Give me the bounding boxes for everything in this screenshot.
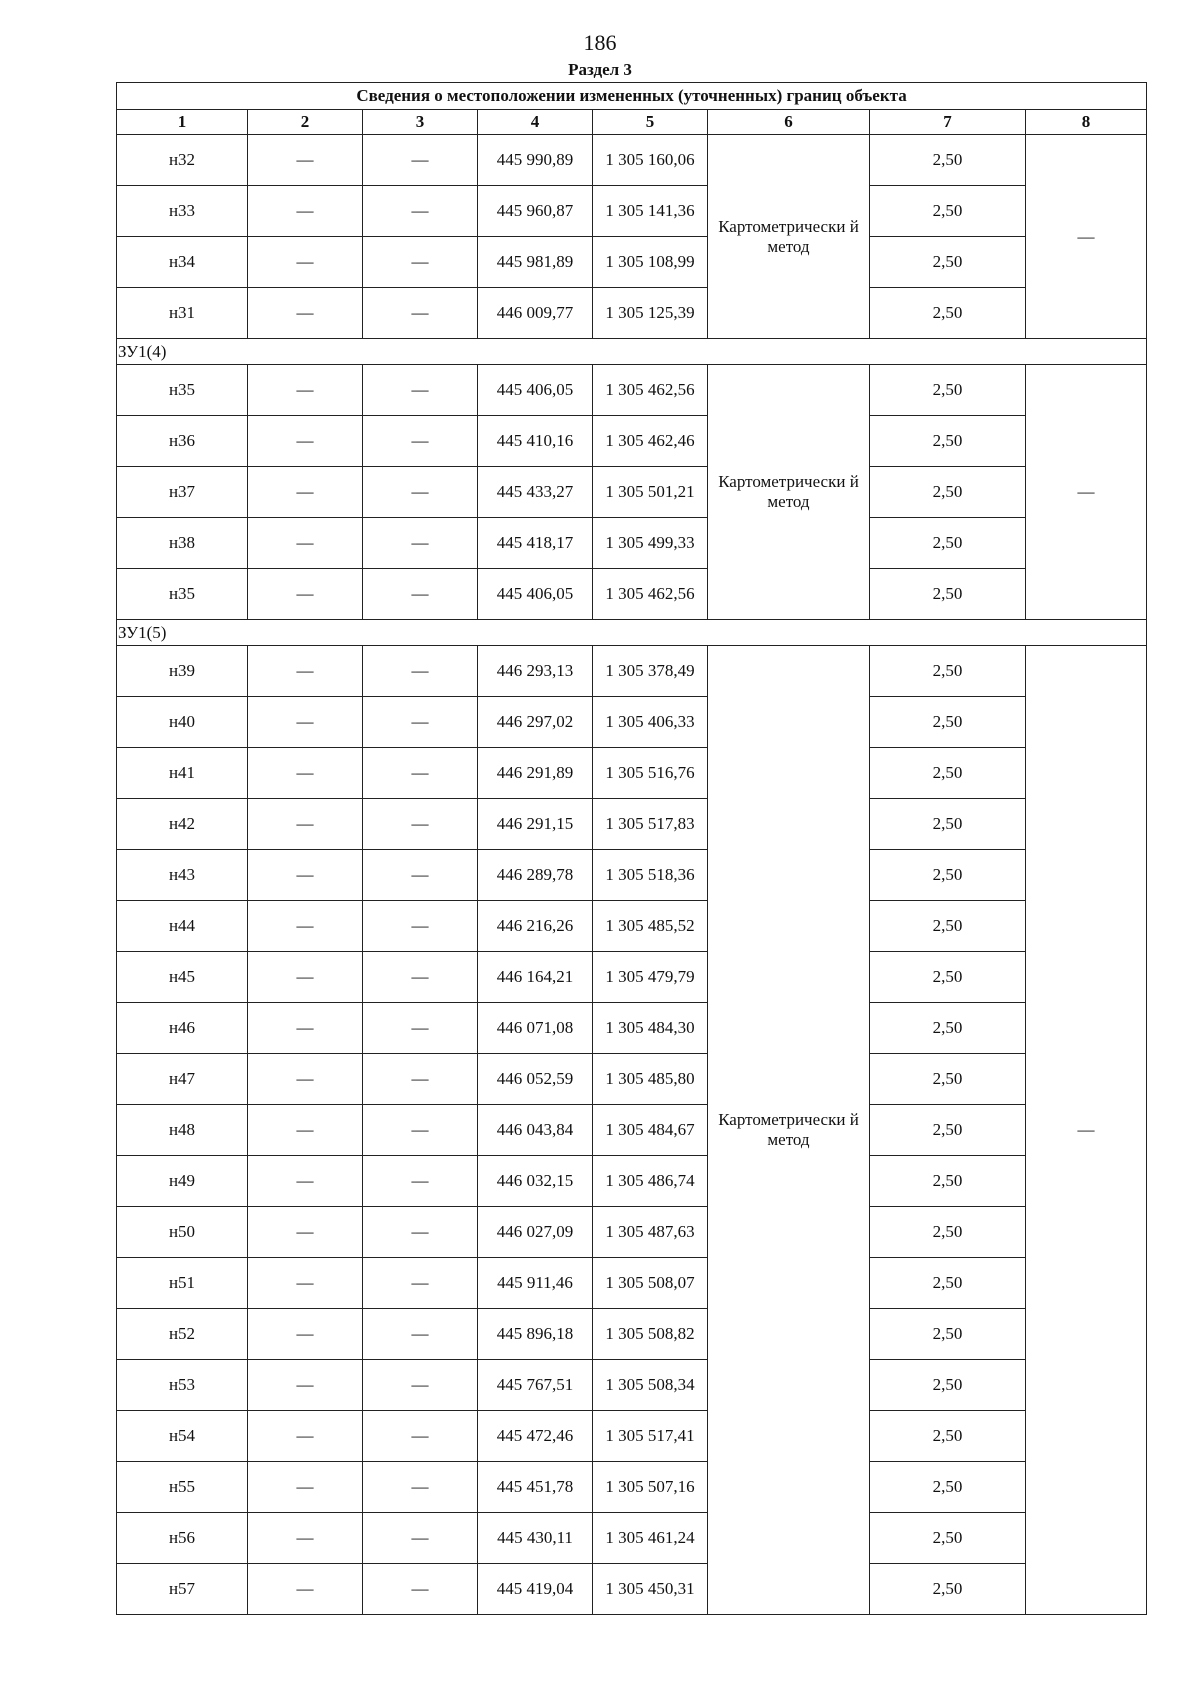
x-coordinate: 446 043,84 [478, 1105, 593, 1156]
point-label: н45 [117, 952, 248, 1003]
accuracy-value: 2,50 [870, 748, 1026, 799]
table-row [117, 901, 1147, 952]
x-coordinate: 446 071,08 [478, 1003, 593, 1054]
accuracy-value: 2,50 [870, 1207, 1026, 1258]
col3-dash: — [363, 416, 478, 467]
col2-dash: — [248, 799, 363, 850]
y-coordinate: 1 305 160,06 [593, 135, 708, 186]
boundary-coordinates-table [116, 82, 1147, 1615]
y-coordinate: 1 305 378,49 [593, 646, 708, 697]
point-label: н41 [117, 748, 248, 799]
group-header-row [117, 339, 1147, 365]
x-coordinate: 445 406,05 [478, 365, 593, 416]
accuracy-value: 2,50 [870, 1360, 1026, 1411]
x-coordinate: 446 027,09 [478, 1207, 593, 1258]
col3-dash: — [363, 1105, 478, 1156]
y-coordinate: 1 305 516,76 [593, 748, 708, 799]
table-row [117, 1564, 1147, 1615]
x-coordinate: 446 291,15 [478, 799, 593, 850]
x-coordinate: 445 990,89 [478, 135, 593, 186]
column-number-row [117, 110, 1147, 135]
col2-dash: — [248, 365, 363, 416]
col3-dash: — [363, 288, 478, 339]
table-row [117, 1513, 1147, 1564]
point-label: н38 [117, 518, 248, 569]
col3-dash: — [363, 135, 478, 186]
x-coordinate: 445 767,51 [478, 1360, 593, 1411]
col3-dash: — [363, 850, 478, 901]
x-coordinate: 445 418,17 [478, 518, 593, 569]
point-label: н48 [117, 1105, 248, 1156]
point-label: н49 [117, 1156, 248, 1207]
col3-dash: — [363, 697, 478, 748]
accuracy-value: 2,50 [870, 952, 1026, 1003]
col2-dash: — [248, 1054, 363, 1105]
y-coordinate: 1 305 484,30 [593, 1003, 708, 1054]
col2-dash: — [248, 1258, 363, 1309]
accuracy-value: 2,50 [870, 186, 1026, 237]
point-label: н39 [117, 646, 248, 697]
col2-dash: — [248, 1513, 363, 1564]
col2-dash: — [248, 901, 363, 952]
point-label: н44 [117, 901, 248, 952]
point-label: н36 [117, 416, 248, 467]
col3-dash: — [363, 748, 478, 799]
point-label: н35 [117, 569, 248, 620]
column-number: 7 [870, 110, 1026, 135]
accuracy-value: 2,50 [870, 1105, 1026, 1156]
col8-dash: — [1026, 646, 1147, 1615]
table-row [117, 365, 1147, 416]
point-label: н31 [117, 288, 248, 339]
method-cell [708, 646, 870, 1615]
x-coordinate: 446 164,21 [478, 952, 593, 1003]
col3-dash: — [363, 518, 478, 569]
x-coordinate: 446 291,89 [478, 748, 593, 799]
accuracy-value: 2,50 [870, 1156, 1026, 1207]
table-row [117, 467, 1147, 518]
col3-dash: — [363, 799, 478, 850]
col2-dash: — [248, 569, 363, 620]
x-coordinate: 445 433,27 [478, 467, 593, 518]
col2-dash: — [248, 748, 363, 799]
col3-dash: — [363, 186, 478, 237]
section-title: Раздел 3 [568, 60, 632, 79]
table-row [117, 1003, 1147, 1054]
y-coordinate: 1 305 462,46 [593, 416, 708, 467]
column-number: 4 [478, 110, 593, 135]
accuracy-value: 2,50 [870, 1462, 1026, 1513]
table-row [117, 1054, 1147, 1105]
point-label: н51 [117, 1258, 248, 1309]
table-row [117, 952, 1147, 1003]
method-cell [708, 365, 870, 620]
x-coordinate: 446 216,26 [478, 901, 593, 952]
point-label: н56 [117, 1513, 248, 1564]
col3-dash: — [363, 1411, 478, 1462]
y-coordinate: 1 305 461,24 [593, 1513, 708, 1564]
table-row [117, 135, 1147, 186]
table-row [117, 1462, 1147, 1513]
table-row [117, 1105, 1147, 1156]
col2-dash: — [248, 952, 363, 1003]
point-label: н33 [117, 186, 248, 237]
table-row [117, 646, 1147, 697]
accuracy-value: 2,50 [870, 1411, 1026, 1462]
point-label: н50 [117, 1207, 248, 1258]
x-coordinate: 446 297,02 [478, 697, 593, 748]
table-row [117, 697, 1147, 748]
accuracy-value: 2,50 [870, 1258, 1026, 1309]
point-label: н46 [117, 1003, 248, 1054]
table-row [117, 237, 1147, 288]
col2-dash: — [248, 135, 363, 186]
point-label: н52 [117, 1309, 248, 1360]
accuracy-value: 2,50 [870, 569, 1026, 620]
x-coordinate: 446 052,59 [478, 1054, 593, 1105]
col2-dash: — [248, 1462, 363, 1513]
y-coordinate: 1 305 486,74 [593, 1156, 708, 1207]
col2-dash: — [248, 1105, 363, 1156]
accuracy-value: 2,50 [870, 799, 1026, 850]
col3-dash: — [363, 1258, 478, 1309]
x-coordinate: 446 293,13 [478, 646, 593, 697]
table-row [117, 416, 1147, 467]
x-coordinate: 445 430,11 [478, 1513, 593, 1564]
accuracy-value: 2,50 [870, 365, 1026, 416]
col2-dash: — [248, 697, 363, 748]
y-coordinate: 1 305 518,36 [593, 850, 708, 901]
col3-dash: — [363, 569, 478, 620]
col2-dash: — [248, 416, 363, 467]
col2-dash: — [248, 467, 363, 518]
accuracy-value: 2,50 [870, 901, 1026, 952]
point-label: н32 [117, 135, 248, 186]
x-coordinate: 445 419,04 [478, 1564, 593, 1615]
col2-dash: — [248, 288, 363, 339]
column-number: 6 [708, 110, 870, 135]
accuracy-value: 2,50 [870, 518, 1026, 569]
y-coordinate: 1 305 479,79 [593, 952, 708, 1003]
column-number: 5 [593, 110, 708, 135]
table-row [117, 1309, 1147, 1360]
y-coordinate: 1 305 508,82 [593, 1309, 708, 1360]
accuracy-value: 2,50 [870, 850, 1026, 901]
accuracy-value: 2,50 [870, 1309, 1026, 1360]
point-label: н35 [117, 365, 248, 416]
y-coordinate: 1 305 507,16 [593, 1462, 708, 1513]
group-label: ЗУ1(5) [117, 620, 1147, 646]
accuracy-value: 2,50 [870, 135, 1026, 186]
y-coordinate: 1 305 485,52 [593, 901, 708, 952]
x-coordinate: 445 960,87 [478, 186, 593, 237]
method-text: Картометрически й метод [718, 216, 859, 256]
col3-dash: — [363, 237, 478, 288]
point-label: н42 [117, 799, 248, 850]
accuracy-value: 2,50 [870, 467, 1026, 518]
col2-dash: — [248, 1360, 363, 1411]
table-row [117, 569, 1147, 620]
point-label: н57 [117, 1564, 248, 1615]
col2-dash: — [248, 1003, 363, 1054]
col3-dash: — [363, 365, 478, 416]
accuracy-value: 2,50 [870, 1003, 1026, 1054]
col3-dash: — [363, 901, 478, 952]
table-row [117, 1411, 1147, 1462]
point-label: н40 [117, 697, 248, 748]
accuracy-value: 2,50 [870, 1054, 1026, 1105]
col2-dash: — [248, 186, 363, 237]
col3-dash: — [363, 1309, 478, 1360]
point-label: н53 [117, 1360, 248, 1411]
point-label: н54 [117, 1411, 248, 1462]
accuracy-value: 2,50 [870, 416, 1026, 467]
col2-dash: — [248, 1564, 363, 1615]
col2-dash: — [248, 1411, 363, 1462]
table-row [117, 1360, 1147, 1411]
accuracy-value: 2,50 [870, 288, 1026, 339]
table-row [117, 748, 1147, 799]
y-coordinate: 1 305 517,83 [593, 799, 708, 850]
y-coordinate: 1 305 462,56 [593, 365, 708, 416]
table-row [117, 1207, 1147, 1258]
y-coordinate: 1 305 487,63 [593, 1207, 708, 1258]
col2-dash: — [248, 1207, 363, 1258]
table-row [117, 1156, 1147, 1207]
x-coordinate: 445 981,89 [478, 237, 593, 288]
method-text: Картометрически й метод [718, 1110, 859, 1149]
column-number: 8 [1026, 110, 1147, 135]
x-coordinate: 445 472,46 [478, 1411, 593, 1462]
table-row [117, 1258, 1147, 1309]
accuracy-value: 2,50 [870, 697, 1026, 748]
col3-dash: — [363, 1054, 478, 1105]
x-coordinate: 445 896,18 [478, 1309, 593, 1360]
col2-dash: — [248, 850, 363, 901]
table-row [117, 850, 1147, 901]
y-coordinate: 1 305 450,31 [593, 1564, 708, 1615]
col3-dash: — [363, 1360, 478, 1411]
col2-dash: — [248, 518, 363, 569]
method-text: Картометрически й метод [718, 472, 859, 511]
col3-dash: — [363, 1462, 478, 1513]
method-cell [708, 135, 870, 339]
y-coordinate: 1 305 484,67 [593, 1105, 708, 1156]
x-coordinate: 445 406,05 [478, 569, 593, 620]
col3-dash: — [363, 646, 478, 697]
x-coordinate: 445 451,78 [478, 1462, 593, 1513]
x-coordinate: 446 009,77 [478, 288, 593, 339]
column-number: 3 [363, 110, 478, 135]
col3-dash: — [363, 952, 478, 1003]
y-coordinate: 1 305 501,21 [593, 467, 708, 518]
table-row [117, 186, 1147, 237]
point-label: н55 [117, 1462, 248, 1513]
group-label: ЗУ1(4) [117, 339, 1147, 365]
y-coordinate: 1 305 499,33 [593, 518, 708, 569]
col3-dash: — [363, 1003, 478, 1054]
col2-dash: — [248, 1156, 363, 1207]
col3-dash: — [363, 1513, 478, 1564]
col2-dash: — [248, 237, 363, 288]
x-coordinate: 445 410,16 [478, 416, 593, 467]
accuracy-value: 2,50 [870, 1513, 1026, 1564]
y-coordinate: 1 305 517,41 [593, 1411, 708, 1462]
y-coordinate: 1 305 406,33 [593, 697, 708, 748]
col8-dash: — [1026, 365, 1147, 620]
page-number: 186 [583, 30, 617, 55]
table-row [117, 799, 1147, 850]
col2-dash: — [248, 646, 363, 697]
col3-dash: — [363, 467, 478, 518]
x-coordinate: 445 911,46 [478, 1258, 593, 1309]
col3-dash: — [363, 1564, 478, 1615]
column-number: 2 [248, 110, 363, 135]
table-row [117, 518, 1147, 569]
y-coordinate: 1 305 485,80 [593, 1054, 708, 1105]
point-label: н37 [117, 467, 248, 518]
point-label: н47 [117, 1054, 248, 1105]
accuracy-value: 2,50 [870, 646, 1026, 697]
col2-dash: — [248, 1309, 363, 1360]
y-coordinate: 1 305 508,07 [593, 1258, 708, 1309]
x-coordinate: 446 032,15 [478, 1156, 593, 1207]
group-header-row [117, 620, 1147, 646]
col3-dash: — [363, 1207, 478, 1258]
y-coordinate: 1 305 108,99 [593, 237, 708, 288]
point-label: н43 [117, 850, 248, 901]
y-coordinate: 1 305 508,34 [593, 1360, 708, 1411]
y-coordinate: 1 305 125,39 [593, 288, 708, 339]
table-caption-row [117, 83, 1147, 110]
accuracy-value: 2,50 [870, 237, 1026, 288]
table-caption: Сведения о местоположении измененных (уточненных) границ объекта [117, 83, 1147, 110]
col3-dash: — [363, 1156, 478, 1207]
col8-dash: — [1026, 135, 1147, 339]
point-label: н34 [117, 237, 248, 288]
column-number: 1 [117, 110, 248, 135]
y-coordinate: 1 305 462,56 [593, 569, 708, 620]
accuracy-value: 2,50 [870, 1564, 1026, 1615]
table-row [117, 288, 1147, 339]
x-coordinate: 446 289,78 [478, 850, 593, 901]
y-coordinate: 1 305 141,36 [593, 186, 708, 237]
